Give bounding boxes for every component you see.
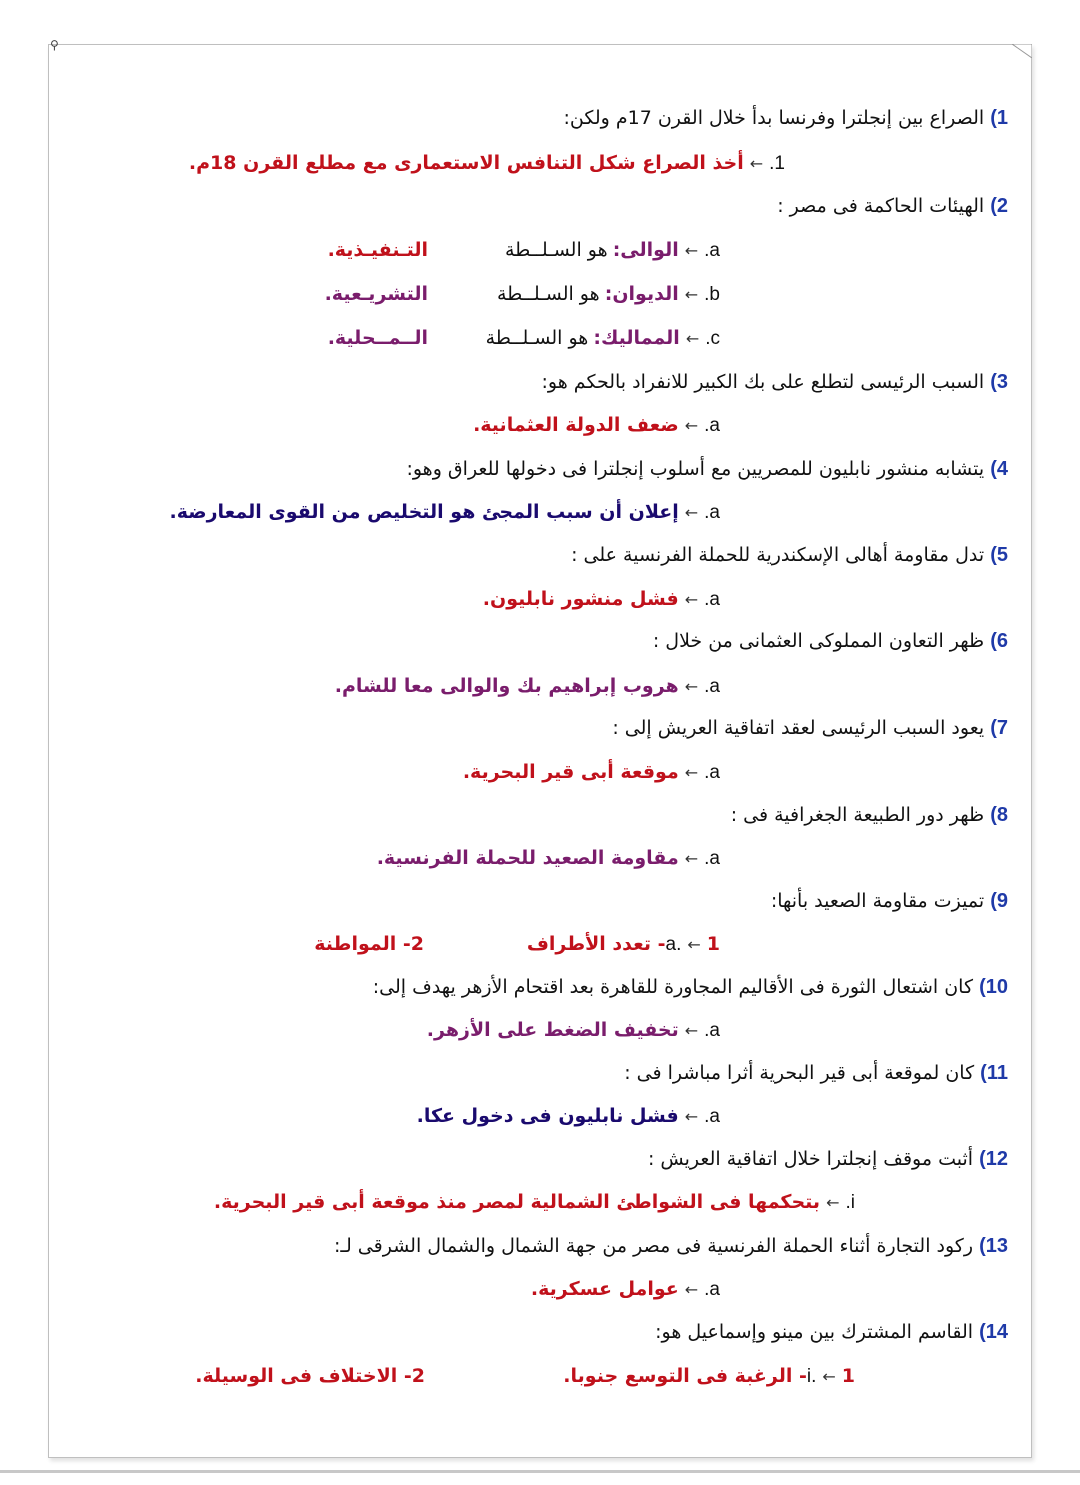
arrow-icon: ← <box>749 154 764 173</box>
question-1: 1) الصراع بين إنجلترا وفرنسا بدأ خلال القرن 17م ولكن: <box>563 107 1008 129</box>
answer-7: a.←موقعة أبى قير البحرية. <box>462 761 720 783</box>
question-10: 10) كان اشتعال الثورة فى الأقاليم المجاورة للقاهرة بعد اقتحام الأزهر يهدف إلى: <box>372 976 1008 998</box>
question-11: 11) كان لموقعة أبى قير البحرية أثرا مباشرا فى : <box>624 1062 1008 1084</box>
answer-8: a.←مقاومة الصعيد للحملة الفرنسية. <box>376 847 720 869</box>
question-14: 14) القاسم المشترك بين مينو وإسماعيل هو: <box>655 1321 1008 1343</box>
arrow-icon: ← <box>687 935 701 954</box>
answer-6: a.←هروب إبراهيم بك والوالى معا للشام. <box>334 675 720 697</box>
answer-4: a.←إعلان أن سبب المجئ هو التخليص من القوى المعارضة. <box>169 501 720 523</box>
arrow-icon: ← <box>684 677 699 696</box>
answer-3: a.←ضعف الدولة العثمانية. <box>473 414 720 436</box>
arrow-icon: ← <box>684 1280 699 1299</box>
answer-1: 1.←أخذ الصراع شكل التنافس الاستعمارى مع مطلع القرن 18م. <box>188 152 785 174</box>
arrow-icon: ← <box>684 1107 699 1126</box>
question-3: 3) السبب الرئيسى لتطلع على بك الكبير للانفراد بالحكم هو: <box>541 371 1008 393</box>
anchor-icon: ⚲ <box>50 38 59 52</box>
question-5: 5) تدل مقاومة أهالى الإسكندرية للحملة الفرنسية على : <box>571 544 1008 566</box>
answer-11: a.←فشل نابليون فى دخول عكا. <box>416 1105 720 1127</box>
answer-10: a.←تخفيف الضغط على الأزهر. <box>426 1019 720 1041</box>
answer-2a: a.←الوالى: هو السـلــطة التـنفيـذية. <box>327 239 720 261</box>
arrow-icon: ← <box>684 503 699 522</box>
answer-2c: c.←المماليك: هو السـلــطة الــمــحلية. <box>327 327 720 349</box>
question-13: 13) ركود التجارة أثناء الحملة الفرنسية فى مصر من جهة الشمال والشمال الشرقى لـ: <box>334 1235 1008 1257</box>
question-4: 4) يتشابه منشور نابليون للمصريين مع أسلوب إنجلترا فى دخولها للعراق وهو: <box>406 458 1008 480</box>
arrow-icon: ← <box>684 590 699 609</box>
arrow-icon: ← <box>684 849 699 868</box>
question-7: 7) يعود السبب الرئيسى لعقد اتفاقية العريش إلى : <box>612 717 1008 739</box>
arrow-icon: ← <box>826 1193 840 1212</box>
question-8: 8) ظهر دور الطبيعة الجغرافية فى : <box>730 804 1008 826</box>
question-2: 2) الهيئات الحاكمة فى مصر : <box>777 195 1008 217</box>
question-6: 6) ظهر التعاون المملوكى العثمانى من خلال : <box>652 630 1008 652</box>
question-12: 12) أثبت موقف إنجلترا خلال اتفاقية العريش : <box>647 1148 1008 1170</box>
answer-2b: b.←الديوان: هو السـلــطة التشريـعية. <box>324 283 720 305</box>
page-corner-icon <box>1012 44 1032 58</box>
answer-12: i.←بتحكمها فى الشواطئ الشمالية لمصر منذ موقعة أبى قير البحرية. <box>213 1191 855 1213</box>
arrow-icon: ← <box>684 285 699 304</box>
arrow-icon: ← <box>684 763 699 782</box>
arrow-icon: ← <box>684 1021 699 1040</box>
answer-5: a.←فشل منشور نابليون. <box>482 588 720 610</box>
arrow-icon: ← <box>684 241 699 260</box>
arrow-icon: ← <box>822 1367 836 1386</box>
answer-13: a.←عوامل عسكرية. <box>530 1278 720 1300</box>
question-9: 9) تميزت مقاومة الصعيد بأنها: <box>770 890 1008 912</box>
page-bottom-line <box>0 1470 1080 1473</box>
arrow-icon: ← <box>685 329 700 348</box>
answer-9: a. ←1- تعدد الأطراف 2- المواطنة <box>314 933 720 955</box>
answer-14: i. ←1- الرغبة فى التوسع جنوبا. 2- الاختلاف فى الوسيلة. <box>195 1365 855 1387</box>
arrow-icon: ← <box>684 416 699 435</box>
